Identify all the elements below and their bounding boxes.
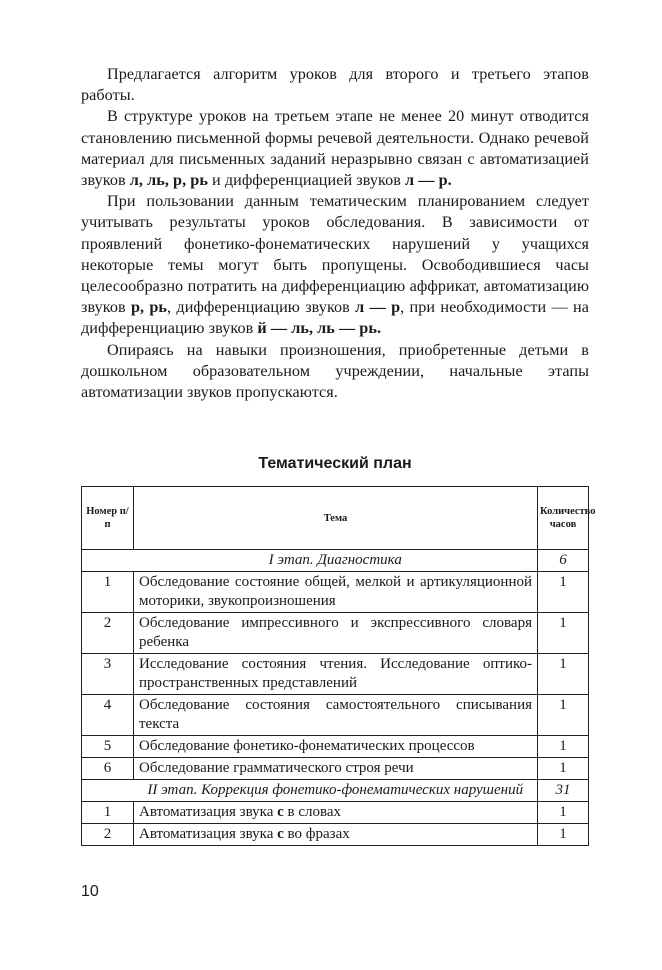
paragraph-text: Опираясь на навыки произношения, приобретенные детьми в дошкольном образовательном учреждении, начальные этапы автоматизации звуков пропускаются.: [81, 340, 589, 402]
header-number: Номер п/п: [82, 487, 134, 550]
paragraph: [81, 64, 589, 106]
row-hours: 1: [538, 824, 589, 846]
row-number: 6: [82, 758, 134, 780]
table-row: [82, 695, 589, 736]
row-number: 2: [82, 613, 134, 654]
table-row: [82, 613, 589, 654]
row-topic: Обследование грамматического строя речи: [134, 758, 538, 780]
sound-label: л — р: [355, 298, 401, 317]
header-hours: Количество часов: [538, 487, 589, 550]
thematic-plan-table: [81, 486, 596, 846]
table-header-row: [82, 487, 589, 550]
row-hours: 1: [538, 736, 589, 758]
row-hours: 1: [538, 613, 589, 654]
sound-label: с: [277, 826, 284, 842]
row-topic: Обследование состояния самостоятельного списывания текста: [134, 695, 538, 736]
sound-label: й — ль, ль — рь.: [257, 319, 382, 338]
row-number: 1: [82, 802, 134, 824]
paragraph: [81, 340, 589, 404]
stage-row: [82, 550, 589, 572]
body-text: [81, 64, 589, 403]
stage-title: I этап. Диагностика: [134, 550, 538, 572]
topic-text: в словах: [283, 804, 342, 820]
stage-hours: 31: [538, 780, 589, 802]
row-number: 5: [82, 736, 134, 758]
row-number: 2: [82, 824, 134, 846]
paragraph-text: , дифференциацию звуков: [167, 298, 356, 317]
sound-label: л — р.: [405, 171, 452, 190]
sound-label: с: [277, 804, 284, 820]
row-number: 4: [82, 695, 134, 736]
paragraph-text: При пользовании данным тематическим планированием следует учитывать результаты уроков обследования. В зависимости от проявлений фонетико-фонематических нарушений у учащихся некоторые темы могут быть пропущены. Освободившиеся часы целесообразно потратить на дифференциацию аффрикат, автоматизацию звуков: [81, 192, 589, 317]
topic-text: во фразах: [283, 826, 350, 842]
stage-hours: 6: [538, 550, 589, 572]
row-hours: 1: [538, 654, 589, 695]
table-row: [82, 654, 589, 695]
header-topic: Тема: [134, 487, 538, 550]
table-row: [82, 572, 589, 613]
stage-title: II этап. Коррекция фонетико-фонематических нарушений: [134, 780, 538, 802]
row-topic: Обследование фонетико-фонематических процессов: [134, 736, 538, 758]
paragraph: [81, 191, 589, 339]
row-hours: 1: [538, 802, 589, 824]
table-row: [82, 824, 589, 846]
row-hours: 1: [538, 758, 589, 780]
row-topic: [134, 824, 538, 846]
table-row: [82, 736, 589, 758]
row-topic: Исследование состояния чтения. Исследование оптико-пространственных представлений: [134, 654, 538, 695]
stage-row: [82, 780, 589, 802]
paragraph-text: , при необходимости — на дифференциацию звуков: [81, 298, 589, 338]
row-number: 1: [82, 572, 134, 613]
table-row: [82, 802, 589, 824]
paragraph-text: и дифференциацией звуков: [207, 171, 406, 190]
sound-label: л, ль, р, рь: [129, 171, 208, 190]
paragraph-text: Предлагается алгоритм уроков для второго и третьего этапов работы.: [81, 65, 589, 105]
row-topic: Обследование состояние общей, мелкой и артикуляционной моторики, звукопроизношения: [134, 572, 538, 613]
stage-number-cell: [82, 550, 134, 572]
page-number: 10: [81, 883, 99, 900]
row-topic: [134, 802, 538, 824]
table-row: [82, 758, 589, 780]
row-number: 3: [82, 654, 134, 695]
row-topic: Обследование импрессивного и экспрессивного словаря ребенка: [134, 613, 538, 654]
sound-label: р, рь: [130, 298, 168, 317]
paragraph: [81, 106, 589, 191]
table-body: [82, 550, 589, 846]
row-hours: 1: [538, 695, 589, 736]
row-hours: 1: [538, 572, 589, 613]
topic-text: Автоматизация звука: [139, 826, 278, 842]
paragraph-text: В структуре уроков на третьем этапе не менее 20 минут отводится становлению письменной формы речевой деятельности. Однако речевой материал для письменных заданий неразрывно связан с автоматизацией звуков: [81, 107, 589, 190]
stage-number-cell: [82, 780, 134, 802]
table-title: Тематический план: [258, 455, 412, 472]
topic-text: Автоматизация звука: [139, 804, 278, 820]
